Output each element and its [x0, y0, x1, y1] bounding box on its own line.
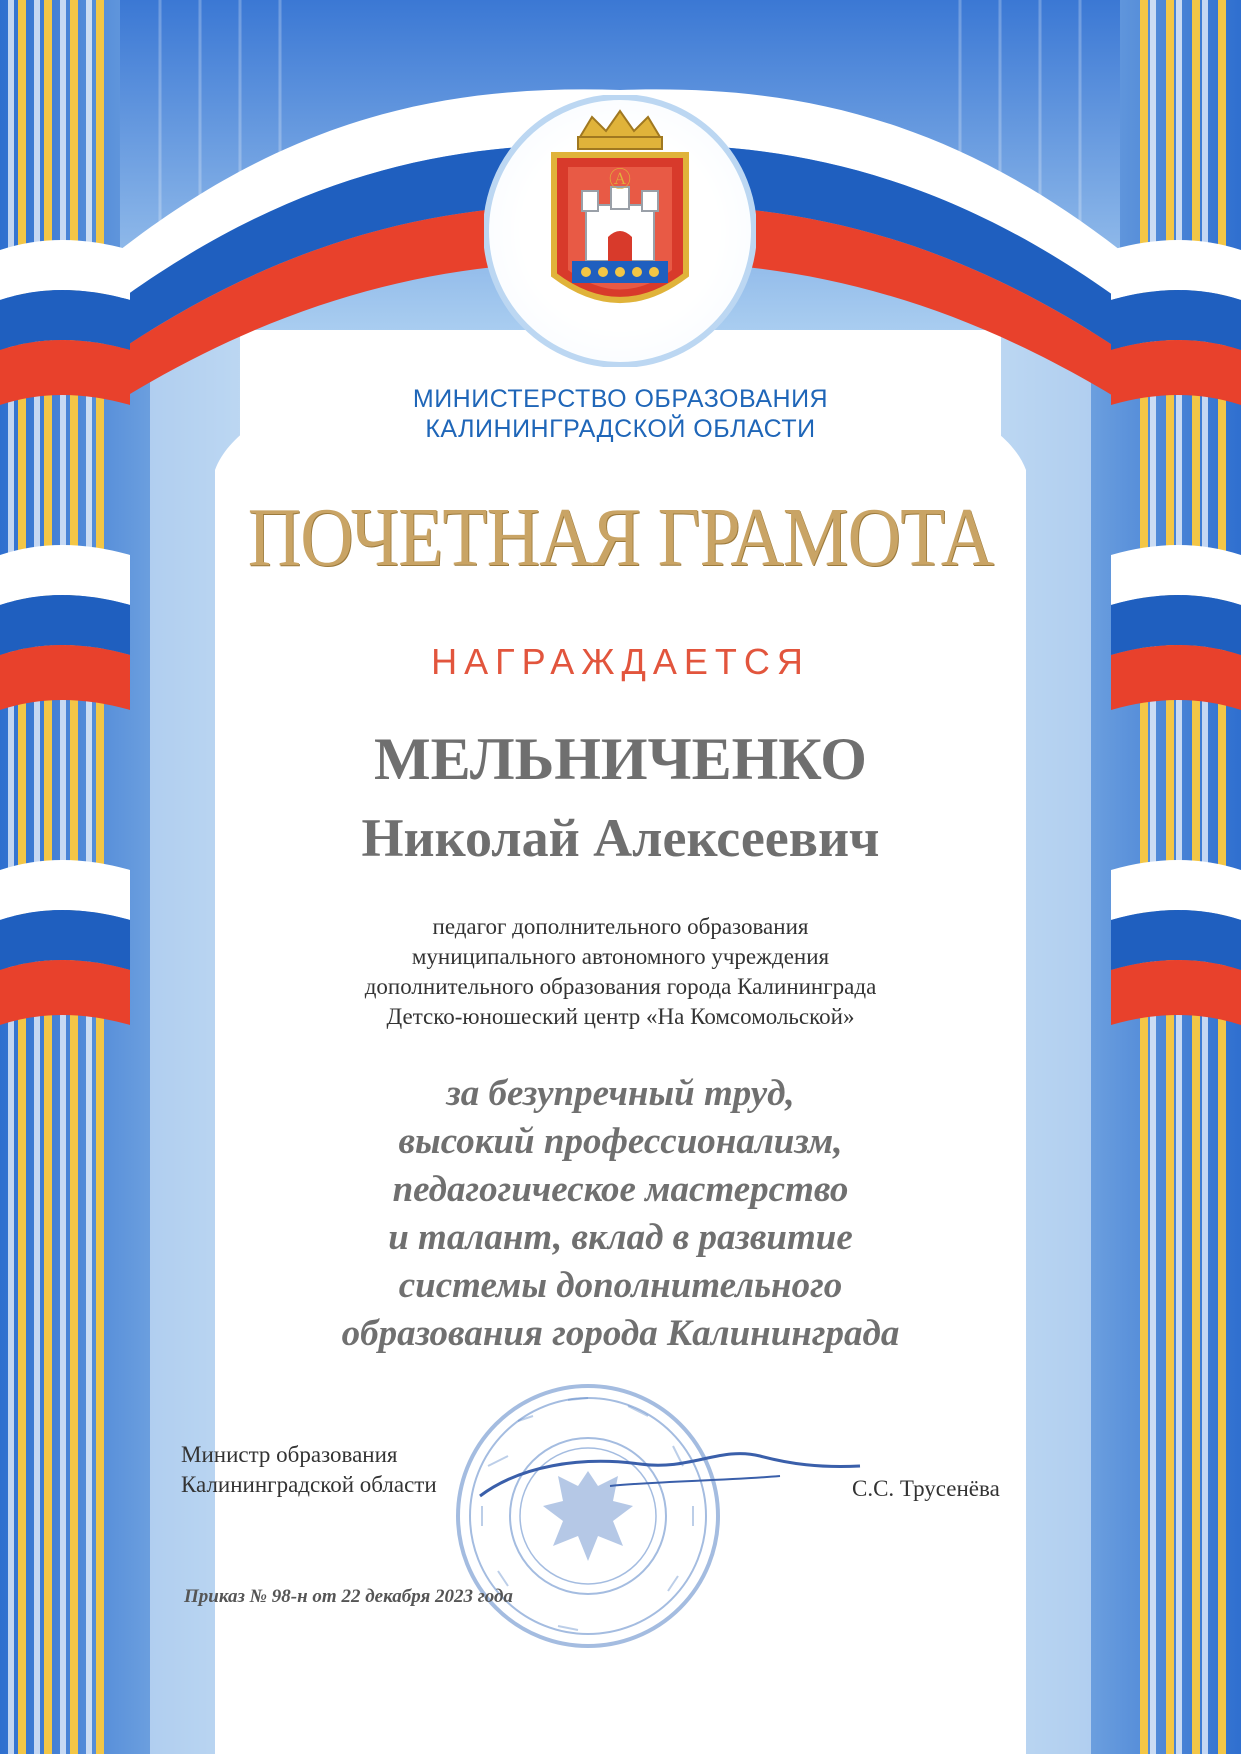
reason-line: за безупречный труд, — [446, 1073, 795, 1114]
signatory-title-line-1: Министр образования — [181, 1442, 398, 1467]
signatory-name: С.С. Трусенёва — [852, 1476, 1000, 1501]
recipient-given-names: Николай Алексеевич — [361, 808, 880, 868]
certificate-title: ПОЧЕТНАЯ ГРАМОТА — [247, 491, 994, 584]
ministry-line-1: МИНИСТЕРСТВО ОБРАЗОВАНИЯ — [412, 385, 829, 413]
reason-line: высокий профессионализм, — [398, 1121, 843, 1162]
recipient-position — [0, 912, 1241, 1032]
reason-line: педагогическое мастерство — [392, 1169, 849, 1210]
award-reason — [0, 1070, 1241, 1358]
kaliningrad-coat-of-arms-icon — [484, 95, 756, 367]
reason-line: образования города Калининграда — [341, 1313, 900, 1354]
awarded-label: НАГРАЖДАЕТСЯ — [431, 641, 810, 682]
recipient-surname: МЕЛЬНИЧЕНКО — [374, 726, 867, 792]
svg-text:Ⓐ: Ⓐ — [608, 167, 632, 192]
position-line: дополнительного образования города Калининграда — [364, 974, 877, 999]
position-line: муниципального автономного учреждения — [411, 944, 830, 969]
official-stamp-icon — [448, 1376, 728, 1656]
position-line: Детско-юношеский центр «На Комсомольской» — [386, 1004, 855, 1029]
ministry-heading — [0, 384, 1241, 444]
reason-line: системы дополнительного — [398, 1265, 843, 1306]
signatory-title-line-2: Калининградской области — [181, 1472, 437, 1497]
order-reference: Приказ № 98-н от 22 декабря 2023 года — [184, 1586, 513, 1607]
ministry-line-2: КАЛИНИНГРАДСКОЙ ОБЛАСТИ — [425, 415, 816, 443]
signature-icon — [460, 1426, 880, 1516]
position-line: педагог дополнительного образования — [432, 914, 809, 939]
signatory-title — [181, 1440, 437, 1500]
reason-line: и талант, вклад в развитие — [388, 1217, 853, 1258]
